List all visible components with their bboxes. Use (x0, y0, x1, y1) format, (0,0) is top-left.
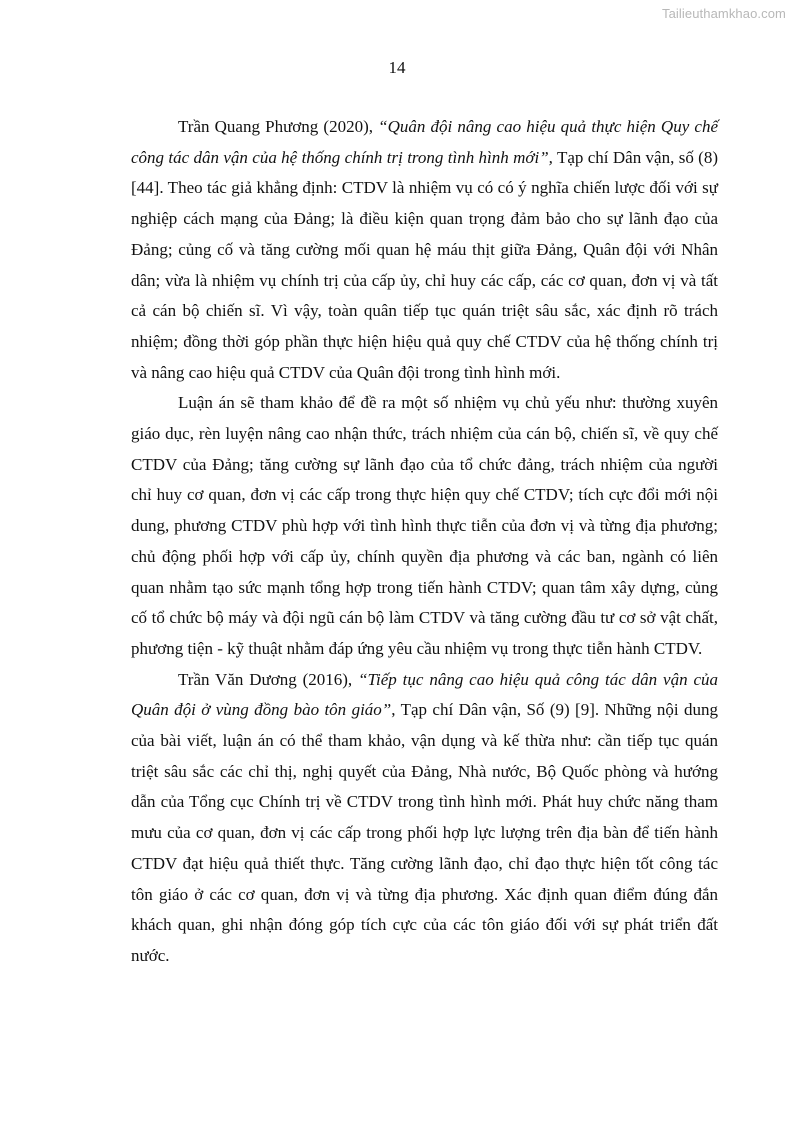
citation-title: “Quân đội nâng cao hiệu quả thực hiện Quy chế công tác dân vận của hệ thống chính trị trong tình hình mới”, (131, 117, 718, 167)
paragraph-body: , Tạp chí Dân vận, Số (9) [9]. Những nội dung của bài viết, luận án có thể tham khảo, vận dụng và kế thừa như: cần tiếp tục quán triệt sâu sắc các chỉ thị, nghị quyết của Đảng, Nhà nước, Bộ Quốc phòng và hướng dẫn của Tổng cục Chính trị về CTDV trong tình hình mới. Phát huy chức năng tham mưu của cơ quan, đơn vị các cấp trong phối hợp lực lượng trên địa bàn để tiến hành CTDV đạt hiệu quả thiết thực. Tăng cường lãnh đạo, chỉ đạo thực hiện tốt công tác tôn giáo ở các cơ quan, đơn vị và từng địa phương. Xác định quan điểm đúng đắn khách quan, ghi nhận đóng góp tích cực của các tôn giáo đối với sự phát triển đất nước. (131, 700, 718, 965)
citation-title: “Tiếp tục nâng cao hiệu quả công tác dân vận của Quân đội ở vùng đồng bào tôn giáo” (131, 669, 719, 720)
page-number: 14 (388, 58, 406, 77)
paragraph-tran-quang-phuong (131, 112, 718, 388)
citation-author-year: Trần Văn Dương (2016), (178, 669, 359, 689)
paragraph-luan-an: Luận án sẽ tham khảo để đề ra một số nhiệm vụ chủ yếu như: thường xuyên giáo dục, rèn luyện nâng cao nhận thức, trách nhiệm của cán bộ, chiến sĩ, về quy chế CTDV của Đảng; tăng cường sự lãnh đạo của tổ chức đảng, trách nhiệm của người chỉ huy cơ quan, đơn vị các cấp trong thực hiện quy chế CTDV; tích cực đổi mới nội dung, phương CTDV phù hợp với tình hình thực tiễn của đơn vị và từng địa phương; chủ động phối hợp với cấp ủy, chính quyền địa phương và các ban, ngành có liên quan nhằm tạo sức mạnh tổng hợp trong tiến hành CTDV; quan tâm xây dựng, củng cố tổ chức bộ máy và đội ngũ cán bộ làm CTDV và tăng cường đầu tư cơ sở vật chất, phương tiện - kỹ thuật nhằm đáp ứng yêu cầu nhiệm vụ trong thực tiễn hành CTDV. (131, 393, 718, 658)
paragraph-body: Tạp chí Dân vận, số (8) [44]. Theo tác giả khẳng định: CTDV là nhiệm vụ có có ý nghĩa chiến lược đối với sự nghiệp cách mạng của Đảng; là điều kiện quan trọng đảm bảo cho sự lãnh đạo của Đảng; củng cố và tăng cường mối quan hệ máu thịt giữa Đảng, Quân đội với Nhân dân; vừa là nhiệm vụ chính trị của cấp ủy, chỉ huy các cấp, các cơ quan, đơn vị và tất cả cán bộ chiến sĩ. Vì vậy, toàn quân tiếp tục quán triệt sâu sắc, xác định rõ trách nhiệm; đồng thời góp phần thực hiện hiệu quả quy chế CTDV của hệ thống chính trị và nâng cao hiệu quả CTDV của Quân đội trong tình hình mới. (131, 147, 718, 382)
document-body (131, 112, 718, 972)
paragraph-tran-van-duong (131, 665, 718, 972)
watermark: Tailieuthamkhao.com (661, 6, 786, 21)
citation-author-year: Trần Quang Phương (2020), (178, 117, 379, 136)
